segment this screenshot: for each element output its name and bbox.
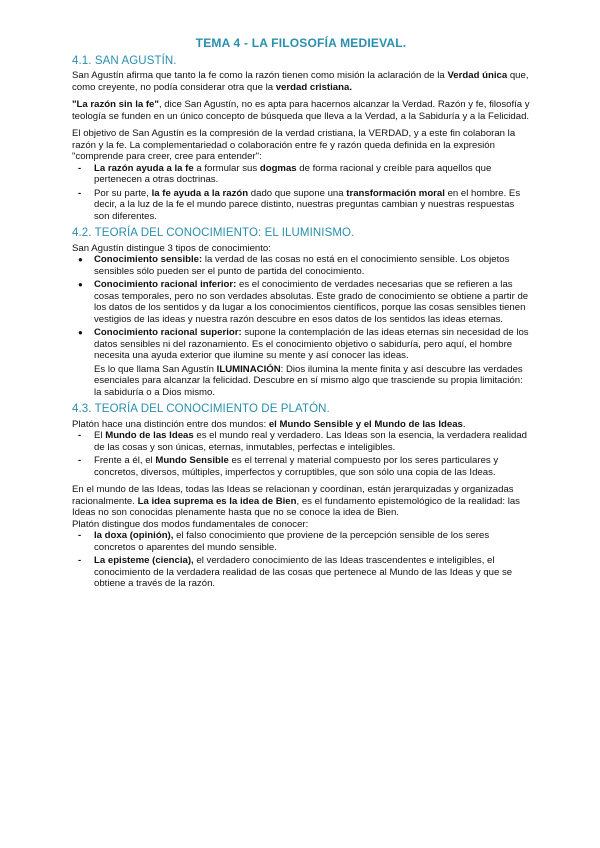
list-item: ● Conocimiento racional inferior: es el conocimiento de verdades necesarias que se refieren a las cosas temporales, pero no son verdades absolutas. Este grado de conocimiento se obtiene a partir de los datos de los sentidos y da lugar a los conocimientos científicos, porque las cosas sensibles tienen vestigios de las ideas y nuestra razón descubre en esos datos de los sentidos las ideas eternas.	[72, 279, 530, 325]
dash-list	[72, 530, 530, 590]
paragraph: "La razón sin la fe", dice San Agustín, no es apta para hacernos alcanzar la Verdad. Razón y fe, filosofía y teología se funden en un único concepto de búsqueda que lleva a la Verdad, a la Sabiduría y a la Felicidad.	[72, 99, 530, 122]
dash-list	[72, 163, 530, 223]
list-item: ● Conocimiento sensible: la verdad de las cosas no está en el conocimiento sensible. Los objetos sensibles sólo pueden ser el punto de partida del conocimiento.	[72, 254, 530, 277]
list-item: - Frente a él, el Mundo Sensible es el terrenal y material compuesto por los seres particulares y concretos, diversos, múltiples, imperfectos y corruptibles, que son sólo una copia de las Ideas.	[72, 455, 530, 478]
section-heading-4-3: 4.3. TEORÍA DEL CONOCIMIENTO DE PLATÓN.	[72, 403, 330, 415]
paragraph: Platón hace una distinción entre dos mundos: el Mundo Sensible y el Mundo de las Ideas.	[72, 418, 466, 430]
list-item: - la doxa (opinión), el falso conocimiento que proviene de la percepción sensible de los seres concretos o aparentes del mundo sensible.	[72, 530, 530, 553]
page-title: TEMA 4 - LA FILOSOFÍA MEDIEVAL.	[195, 36, 407, 50]
note-paragraph: Es lo que llama San Agustín ILUMINACIÓN: Dios ilumina la mente finita y así descubre las verdades esenciales para alcanzar la felicidad. Descubre en sí mismo algo que trasciende su propia limitación: la sabiduría o a Dios mismo.	[94, 363, 523, 398]
dash-list	[72, 430, 530, 478]
paragraph: San Agustín distingue 3 tipos de conocimiento:	[72, 242, 271, 254]
list-item: - La episteme (ciencia), el verdadero conocimiento de las Ideas trascendentes e inteligibles, el conocimiento de la verdadera realidad de las cosas que pertenece al Mundo de las Ideas y que se obtiene a través de la razón.	[72, 555, 530, 590]
document-page	[72, 38, 530, 596]
list-item: ● Conocimiento racional superior: supone la contemplación de las ideas eternas sin necesidad de los datos sensibles ni del razonamiento. Es el conocimiento objetivo o sabiduría, pero aquí, el hombre necesita una ayuda exterior que ilumine su mente y así conocer las ideas.	[72, 327, 530, 362]
paragraph: En el mundo de las Ideas, todas las Ideas se relacionan y coordinan, están jerarquizadas y organizadas racionalmente. La idea suprema es la idea de Bien, es el fundamento epistemológico de la realidad: las Ideas no son conocidas plenamente hasta que no se conoce la idea de Bien.	[72, 484, 520, 518]
bullet-list	[72, 254, 530, 362]
paragraph: San Agustín afirma que tanto la fe como la razón tienen como misión la aclaración de la Verdad única que, como creyente, no podía considerar otra que la verdad cristiana.	[72, 70, 529, 93]
paragraph: Platón distingue dos modos fundamentales de conocer:	[72, 518, 309, 530]
list-item: - La razón ayuda a la fe a formular sus dogmas de forma racional y creíble para aquellos que pertenecen a otras doctrinas.	[72, 163, 530, 186]
paragraph: El objetivo de San Agustín es la compresión de la verdad cristiana, la VERDAD, y a este fin colaboran la razón y la fe. La complementariedad o colaboración entre fe y razón queda definida en la expresión "comprende para creer, cree para entender":	[72, 128, 516, 162]
list-item: - Por su parte, la fe ayuda a la razón dado que supone una transformación moral en el hombre. Es decir, a la luz de la fe el mundo parece distinto, nuestras preguntas cambian y nuestras respuestas son diferentes.	[72, 188, 530, 223]
section-heading-4-1: 4.1. SAN AGUSTÍN.	[72, 54, 177, 67]
section-heading-4-2: 4.2. TEORÍA DEL CONOCIMIENTO: EL ILUMINISMO.	[72, 227, 355, 239]
list-item: - El Mundo de las Ideas es el mundo real y verdadero. Las Ideas son la esencia, la verdadera realidad de las cosas y son únicas, eternas, inmutables, perfectas e inteligibles.	[72, 430, 530, 453]
